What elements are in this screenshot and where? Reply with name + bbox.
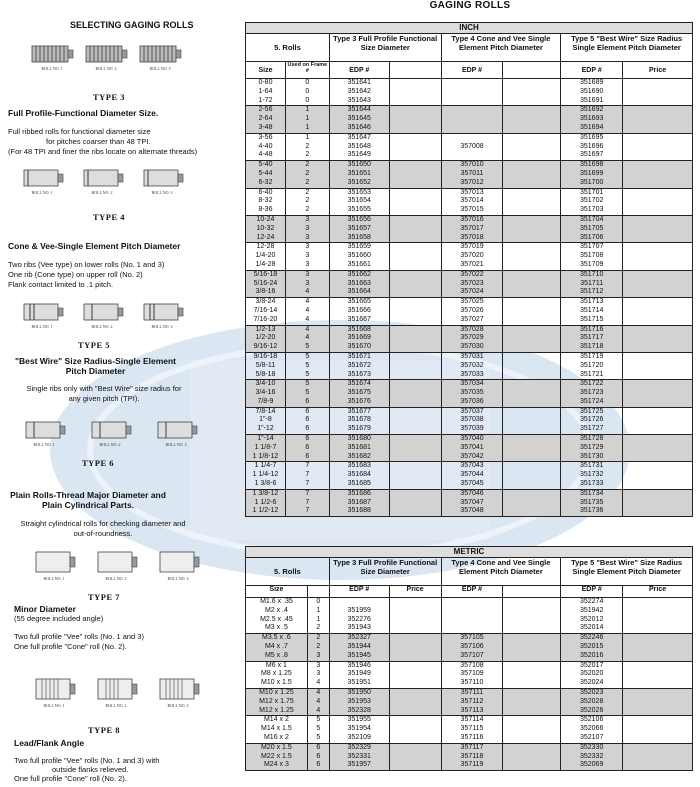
desc-best-wire: Single ribs only with "Best Wire" size radius for any given pitch (TPI). xyxy=(26,384,182,403)
type5-edp-cell: 351698 351699 351700 xyxy=(561,161,623,188)
type4-price-cell xyxy=(503,380,561,407)
frame-cell: 4 4 4 xyxy=(285,298,329,325)
type3-price-cell xyxy=(389,298,441,325)
type5-edp-cell: 351692 351693 351694 xyxy=(561,106,623,133)
edp-header: EDP # xyxy=(329,62,389,79)
type4-price-cell xyxy=(503,325,561,352)
type3-price-cell xyxy=(389,743,441,770)
type8-label: TYPE 8 xyxy=(88,725,121,735)
type3-edp-cell: 351656 351657 351658 xyxy=(329,215,389,242)
type4-edp-cell xyxy=(441,598,503,634)
type4-header: Type 4 Cone and Vee Single Element Pitch Diameter xyxy=(441,34,561,62)
type4-edp-cell: 357013 357014 357015 xyxy=(441,188,503,215)
type3-edp-cell: 351662 351663 351664 xyxy=(329,270,389,297)
frame-cell: 1 2 2 xyxy=(285,133,329,160)
type5-edp-cell: 352274 351942 352012 352014 xyxy=(561,598,623,634)
type4-price-cell xyxy=(503,598,561,634)
table-row xyxy=(246,188,693,215)
frame-cell: 3 3 3 xyxy=(285,243,329,270)
table-row xyxy=(246,298,693,325)
inch-table xyxy=(245,22,693,517)
inch-section-header: INCH xyxy=(246,23,693,34)
type5-price-cell xyxy=(623,716,693,743)
note-minor-diameter: (55 degree included angle) xyxy=(14,614,104,623)
type5-price-cell xyxy=(623,298,693,325)
type7-rolls xyxy=(32,548,200,581)
type4-price-cell xyxy=(503,462,561,489)
frame-cell: 2 2 3 xyxy=(307,634,329,661)
table-row xyxy=(246,133,693,160)
type4-edp-cell xyxy=(441,106,503,133)
type3-edp-cell: 351653 351654 351655 xyxy=(329,188,389,215)
type4-edp-cell: 357114 357115 357116 xyxy=(441,716,503,743)
type5-edp-cell: 351719 351720 351721 xyxy=(561,352,623,379)
size-cell: 1 1/4-7 1 1/4-12 1 3/8-6 xyxy=(246,462,286,489)
type3-price-cell xyxy=(389,598,441,634)
type5-price-cell xyxy=(623,634,693,661)
table-row xyxy=(246,407,693,434)
frame-cell: 3 3 4 xyxy=(307,661,329,688)
desc-minor-diameter: Two full profile "Vee" rolls (No. 1 and 3) One full profile "Cone" roll (No. 2). xyxy=(14,632,144,651)
type3-header: Type 3 Full Profile Functional Size Diameter xyxy=(329,558,441,586)
size-cell: 1/2-13 1/2-20 9/16-12 xyxy=(246,325,286,352)
table-row xyxy=(246,634,693,661)
table-row xyxy=(246,215,693,242)
type4-edp-cell: 357019 357020 357021 xyxy=(441,243,503,270)
type3-edp-cell: 352329 352331 351957 xyxy=(329,743,389,770)
size-cell: M6 x 1 M8 x 1.25 M10 x 1.5 xyxy=(246,661,308,688)
size-cell: 1 3/8-12 1 1/2-6 1 1/2-12 xyxy=(246,489,286,516)
price-header xyxy=(503,586,561,598)
type4-price-cell xyxy=(503,161,561,188)
price-header xyxy=(503,62,561,79)
frame-cell: 5 5 5 xyxy=(307,716,329,743)
type4-price-cell xyxy=(503,634,561,661)
type4-price-cell xyxy=(503,743,561,770)
table-row xyxy=(246,688,693,715)
type4-edp-cell: 357034 357035 357036 xyxy=(441,380,503,407)
type5-edp-cell: 351695 351696 351697 xyxy=(561,133,623,160)
type4-price-cell xyxy=(503,133,561,160)
frame-cell: 2 2 2 xyxy=(285,188,329,215)
roll-image: ROLL NO. 1 xyxy=(20,300,64,330)
type5-price-cell xyxy=(623,325,693,352)
type5-price-cell xyxy=(623,79,693,106)
type3-price-cell xyxy=(389,161,441,188)
table-row xyxy=(246,462,693,489)
roll-image: ROLL NO. 2 xyxy=(84,42,128,72)
left-column xyxy=(0,0,240,787)
frame-header xyxy=(307,586,329,598)
type4-price-cell xyxy=(503,352,561,379)
size-cell: 10-24 10-32 12-24 xyxy=(246,215,286,242)
type5-price-cell xyxy=(623,407,693,434)
type5-edp-cell: 351722 351723 351724 xyxy=(561,380,623,407)
type5-price-cell xyxy=(623,133,693,160)
type5-price-cell xyxy=(623,598,693,634)
type4-edp-cell: 357028 357029 357030 xyxy=(441,325,503,352)
type5-edp-cell: 351689 351690 351691 xyxy=(561,79,623,106)
type3-header: Type 3 Full Profile Functional Size Diameter xyxy=(329,34,441,62)
type3-price-cell xyxy=(389,435,441,462)
type3-edp-cell: 351665 351666 351667 xyxy=(329,298,389,325)
type3-price-cell xyxy=(389,380,441,407)
roll-image: ROLL NO. 2 xyxy=(88,418,132,448)
size-header: Size xyxy=(246,62,286,79)
type3-edp-cell: 351683 351684 351685 xyxy=(329,462,389,489)
size-cell: 3/4-10 3/4-16 7/8-9 xyxy=(246,380,286,407)
type3-edp-cell: 351677 351678 351679 xyxy=(329,407,389,434)
type3-edp-cell: 351641 351642 351643 xyxy=(329,79,389,106)
type4-edp-cell: 357117 357118 357119 xyxy=(441,743,503,770)
type3-edp-cell: 352327 351944 351945 xyxy=(329,634,389,661)
type3-price-cell xyxy=(389,243,441,270)
type4-edp-cell xyxy=(441,79,503,106)
table-row xyxy=(246,243,693,270)
type4-price-cell xyxy=(503,215,561,242)
type5-edp-cell: 351704 351705 351706 xyxy=(561,215,623,242)
type5-price-cell xyxy=(623,161,693,188)
type3-price-cell xyxy=(389,462,441,489)
type5-price-cell xyxy=(623,188,693,215)
type4-edp-cell: 357022 357023 357024 xyxy=(441,270,503,297)
type5-header: Type 5 "Best Wire" Size Radius Single Element Pitch Diameter xyxy=(561,558,693,586)
heading-best-wire: "Best Wire" Size Radius-Single Element Pitch Diameter xyxy=(14,356,177,376)
edp-header: EDP # xyxy=(561,586,623,598)
desc-cone-vee: Two ribs (Vee type) on lower rolls (No. 1 and 3) One rib (Cone type) on upper roll (No. 2) Flank contact limited to .1 pitch. xyxy=(8,260,165,289)
frame-cell: 2 2 2 xyxy=(285,161,329,188)
size-cell: 5/16-18 5/16-24 3/8-16 xyxy=(246,270,286,297)
size-cell: 9/16-18 5/8-11 5/8-18 xyxy=(246,352,286,379)
frame-header: Used on Frame # xyxy=(285,62,329,79)
type3-price-cell xyxy=(389,215,441,242)
edp-header: EDP # xyxy=(441,586,503,598)
roll-image: ROLL NO. 1 xyxy=(32,548,76,578)
frame-cell: 3 3 3 xyxy=(285,215,329,242)
type4-edp-cell: 357031 357032 357033 xyxy=(441,352,503,379)
type5-edp-cell: 352106 352066 352107 xyxy=(561,716,623,743)
type4-edp-cell: 357111 357112 357113 xyxy=(441,688,503,715)
size-cell: 5-40 5-44 6-32 xyxy=(246,161,286,188)
frame-cell: 6 6 6 xyxy=(285,435,329,462)
type3-price-cell xyxy=(389,79,441,106)
size-cell: 6-40 8-32 8-36 xyxy=(246,188,286,215)
type4-price-cell xyxy=(503,270,561,297)
heading-full-profile: Full Profile-Functional Diameter Size. xyxy=(8,108,159,118)
heading-lead-flank: Lead/Flank Angle xyxy=(14,738,85,748)
page-title: GAGING ROLLS xyxy=(429,0,511,11)
type5-edp-cell: 351710 351711 351712 xyxy=(561,270,623,297)
type4-header: Type 4 Cone and Vee Single Element Pitch Diameter xyxy=(441,558,561,586)
type4-edp-cell: 357046 357047 357048 xyxy=(441,489,503,516)
type4-price-cell xyxy=(503,716,561,743)
type5-price-cell xyxy=(623,352,693,379)
type5-edp-cell: 351731 351732 351733 xyxy=(561,462,623,489)
type4-edp-cell: 357016 357017 357018 xyxy=(441,215,503,242)
frame-cell: 4 4 4 xyxy=(307,688,329,715)
type3-edp-cell: 351680 351681 351682 xyxy=(329,435,389,462)
roll-image: ROLL NO. 3 xyxy=(140,166,184,196)
desc-plain-rolls: Straight cylindrical rolls for checking diameter and out-of-roundness. xyxy=(20,519,186,538)
roll-image: ROLL NO. 2 xyxy=(94,548,138,578)
price-header: Price xyxy=(623,586,693,598)
size-cell: 12-28 1/4-20 1/4-28 xyxy=(246,243,286,270)
type3-price-cell xyxy=(389,352,441,379)
type4-rolls xyxy=(20,166,184,196)
type4-edp-cell: 357105 357106 357107 xyxy=(441,634,503,661)
price-header: Price xyxy=(623,62,693,79)
size-header: Size xyxy=(246,586,308,598)
type4-edp-cell: 357040 357041 357042 xyxy=(441,435,503,462)
type5-price-cell xyxy=(623,106,693,133)
table-row xyxy=(246,435,693,462)
type3-price-cell xyxy=(389,661,441,688)
size-cell: 3-56 4-40 4-48 xyxy=(246,133,286,160)
type4-edp-cell: 357025 357026 357027 xyxy=(441,298,503,325)
table-row xyxy=(246,489,693,516)
left-title: SELECTING GAGING ROLLS xyxy=(70,20,194,30)
price-header: Price xyxy=(389,586,441,598)
size-cell: M20 x 1.5 M22 x 1.5 M24 x 3 xyxy=(246,743,308,770)
desc-lead-flank: Two full profile "Vee" rolls (No. 1 and 3) with outside flanks relieved. One full profile "Cone" roll (No. 2). xyxy=(14,756,160,783)
type5-edp-cell: 352246 352015 352016 xyxy=(561,634,623,661)
frame-cell: 6 6 6 xyxy=(285,407,329,434)
type5-edp-cell: 351728 351729 351730 xyxy=(561,435,623,462)
frame-cell: 0 1 1 2 xyxy=(307,598,329,634)
type5-edp-cell: 351734 351735 351736 xyxy=(561,489,623,516)
type3-price-cell xyxy=(389,133,441,160)
type3-price-cell xyxy=(389,634,441,661)
type4-price-cell xyxy=(503,489,561,516)
size-cell: 7/8-14 1"-8 1"-12 xyxy=(246,407,286,434)
type3-price-cell xyxy=(389,270,441,297)
type3-label: TYPE 3 xyxy=(93,92,126,102)
type5-label: TYPE 5 xyxy=(78,340,111,350)
roll-image: ROLL NO. 1 xyxy=(32,675,76,705)
table-row xyxy=(246,79,693,106)
type4-price-cell xyxy=(503,661,561,688)
table-row xyxy=(246,716,693,743)
table-row xyxy=(246,106,693,133)
roll-image: ROLL NO. 2 xyxy=(80,300,124,330)
type3-edp-cell: 351659 351660 351661 xyxy=(329,243,389,270)
type3-edp-cell: 351671 351672 351673 xyxy=(329,352,389,379)
frame-cell: 6 6 6 xyxy=(307,743,329,770)
type5-price-cell xyxy=(623,435,693,462)
type5-price-cell xyxy=(623,661,693,688)
frame-cell: 0 0 0 xyxy=(285,79,329,106)
type7-label: TYPE 7 xyxy=(88,592,121,602)
type5-edp-cell: 352023 352028 352026 xyxy=(561,688,623,715)
type5-price-cell xyxy=(623,688,693,715)
size-cell: M14 x 2 M14 x 1.5 M16 x 2 xyxy=(246,716,308,743)
size-cell: M1.6 x .35 M2 x .4 M2.5 x .45 M3 x .5 xyxy=(246,598,308,634)
type5-rolls xyxy=(20,300,184,330)
edp-header: EDP # xyxy=(561,62,623,79)
type5-price-cell xyxy=(623,489,693,516)
price-header xyxy=(389,62,441,79)
type4-edp-cell: 357037 357038 357039 xyxy=(441,407,503,434)
type4-price-cell xyxy=(503,243,561,270)
type3-price-cell xyxy=(389,688,441,715)
heading-plain-rolls: Plain Rolls-Thread Major Diameter and Plain Cylindrical Parts. xyxy=(10,490,166,510)
type3-edp-cell: 351647 351648 351649 xyxy=(329,133,389,160)
type5-edp-cell: 351725 351726 351727 xyxy=(561,407,623,434)
type5-header: Type 5 "Best Wire" Size Radius Single Element Pitch Diameter xyxy=(561,34,693,62)
type3-price-cell xyxy=(389,325,441,352)
rolls-header: 5. Rolls xyxy=(246,558,330,586)
type5-edp-cell: 352330 352332 352069 xyxy=(561,743,623,770)
table-row xyxy=(246,661,693,688)
size-cell: 3/8-24 7/16-14 7/16-20 xyxy=(246,298,286,325)
type3-edp-cell: 351644 351645 351646 xyxy=(329,106,389,133)
type4-edp-cell: 357043 357044 357045 xyxy=(441,462,503,489)
roll-image: ROLL NO. 1 xyxy=(22,418,66,448)
metric-table xyxy=(245,546,693,771)
roll-image: ROLL NO. 3 xyxy=(156,675,200,705)
table-row xyxy=(246,325,693,352)
type6-label: TYPE 6 xyxy=(82,458,115,468)
type3-price-cell xyxy=(389,188,441,215)
edp-header: EDP # xyxy=(329,586,389,598)
type5-price-cell xyxy=(623,215,693,242)
table-row xyxy=(246,270,693,297)
roll-image: ROLL NO. 2 xyxy=(94,675,138,705)
size-cell: M3.5 x .6 M4 x .7 M5 x .8 xyxy=(246,634,308,661)
metric-section-header: METRIC xyxy=(246,547,693,558)
type3-edp-cell: 351959 352276 351943 xyxy=(329,598,389,634)
heading-cone-vee: Cone & Vee-Single Element Pitch Diameter xyxy=(8,241,181,251)
type4-edp-cell: 357108 357109 357110 xyxy=(441,661,503,688)
heading-minor-diameter: Minor Diameter xyxy=(14,604,76,614)
type3-edp-cell: 351950 351953 352328 xyxy=(329,688,389,715)
type5-edp-cell: 351713 351714 351715 xyxy=(561,298,623,325)
type3-edp-cell: 351650 351651 351652 xyxy=(329,161,389,188)
type3-rolls xyxy=(30,42,182,72)
type5-price-cell xyxy=(623,270,693,297)
type5-price-cell xyxy=(623,743,693,770)
type4-price-cell xyxy=(503,435,561,462)
type3-edp-cell: 351955 351954 352109 xyxy=(329,716,389,743)
type5-price-cell xyxy=(623,380,693,407)
frame-cell: 4 4 5 xyxy=(285,325,329,352)
type4-price-cell xyxy=(503,298,561,325)
roll-image: ROLL NO. 3 xyxy=(138,42,182,72)
type4-label: TYPE 4 xyxy=(93,212,126,222)
type3-edp-cell: 351686 351687 351688 xyxy=(329,489,389,516)
type5-edp-cell: 352017 352020 352024 xyxy=(561,661,623,688)
type5-price-cell xyxy=(623,243,693,270)
roll-image: ROLL NO. 3 xyxy=(154,418,198,448)
type4-price-cell xyxy=(503,79,561,106)
table-row xyxy=(246,598,693,634)
type3-price-cell xyxy=(389,489,441,516)
roll-image: ROLL NO. 3 xyxy=(156,548,200,578)
table-row xyxy=(246,380,693,407)
frame-cell: 7 7 7 xyxy=(285,489,329,516)
type3-edp-cell: 351674 351675 351676 xyxy=(329,380,389,407)
type4-price-cell xyxy=(503,688,561,715)
frame-cell: 1 1 1 xyxy=(285,106,329,133)
roll-image: ROLL NO. 1 xyxy=(30,42,74,72)
table-row xyxy=(246,161,693,188)
frame-cell: 3 3 4 xyxy=(285,270,329,297)
rolls-header: 5. Rolls xyxy=(246,34,330,62)
frame-cell: 5 5 6 xyxy=(285,380,329,407)
type8-rolls xyxy=(32,675,200,708)
type4-edp-cell: 357008 xyxy=(441,133,503,160)
frame-cell: 7 7 7 xyxy=(285,462,329,489)
frame-cell: 5 5 5 xyxy=(285,352,329,379)
table-row xyxy=(246,743,693,770)
type3-edp-cell: 351668 351669 351670 xyxy=(329,325,389,352)
type4-price-cell xyxy=(503,407,561,434)
type4-price-cell xyxy=(503,106,561,133)
type6-rolls xyxy=(22,418,198,448)
roll-image: ROLL NO. 3 xyxy=(140,300,184,330)
type5-edp-cell: 351707 351708 351709 xyxy=(561,243,623,270)
table-row xyxy=(246,352,693,379)
size-cell: 2-56 2-64 3-48 xyxy=(246,106,286,133)
edp-header: EDP # xyxy=(441,62,503,79)
type3-price-cell xyxy=(389,106,441,133)
type4-edp-cell: 357010 357011 357012 xyxy=(441,161,503,188)
desc-full-profile: Full ribbed rolls for functional diameter size for pitches coarser than 48 TPI. (For 48 TPI and finer the ribs locate on alternate threads) xyxy=(8,127,198,156)
size-cell: M10 x 1.25 M12 x 1.75 M12 x 1.25 xyxy=(246,688,308,715)
type5-price-cell xyxy=(623,462,693,489)
type3-edp-cell: 351946 351949 351951 xyxy=(329,661,389,688)
type3-price-cell xyxy=(389,716,441,743)
type5-edp-cell: 351716 351717 351718 xyxy=(561,325,623,352)
type5-edp-cell: 351701 351702 351703 xyxy=(561,188,623,215)
size-cell: 1"-14 1 1/8-7 1 1/8-12 xyxy=(246,435,286,462)
type3-price-cell xyxy=(389,407,441,434)
type4-price-cell xyxy=(503,188,561,215)
size-cell: 0-80 1-64 1-72 xyxy=(246,79,286,106)
roll-image: ROLL NO. 1 xyxy=(20,166,64,196)
roll-image: ROLL NO. 2 xyxy=(80,166,124,196)
